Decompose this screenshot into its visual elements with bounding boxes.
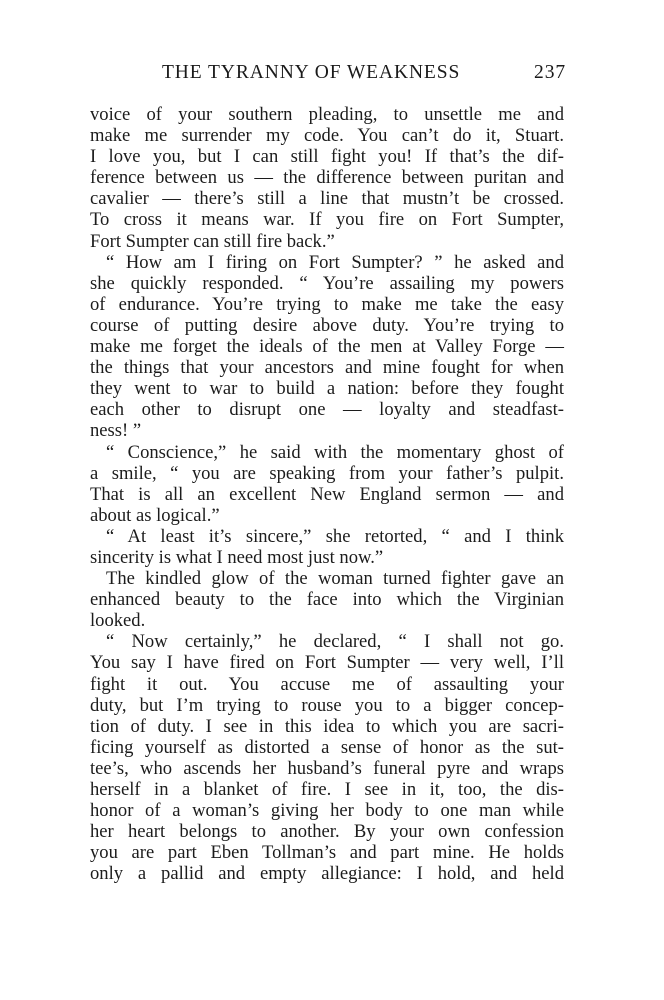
text-line: To cross it means war. If you fire on Fort Sumpter, (90, 209, 564, 231)
text-line: herself in a blanket of fire. I see in it, too, the dis- (90, 779, 564, 800)
text-line: make me surrender my code. You can’t do it, Stuart. (90, 125, 564, 147)
text-line: “ At least it’s sincere,” she retorted, “ and I think (106, 525, 564, 547)
text-line: honor of a woman’s giving her body to one man while (90, 800, 564, 822)
text-line: about as logical.” (90, 504, 220, 526)
text-line: she quickly responded. “ You’re assailing my powers (90, 272, 564, 294)
running-header (90, 62, 566, 88)
text-line: cavalier — there’s still a line that mustn’t be crossed. (90, 188, 564, 210)
text-line: “ How am I firing on Fort Sumpter? ” he asked and (106, 251, 564, 273)
text-line: duty, but I’m trying to rouse you to a bigger concep- (90, 694, 564, 716)
page-number: 237 (534, 62, 566, 83)
text-line: voice of your southern pleading, to unsettle me and (90, 104, 564, 125)
text-line: tee’s, who ascends her husband’s funeral pyre and wraps (90, 757, 564, 779)
text-line: ficing yourself as distorted a sense of honor as the sut- (90, 736, 564, 758)
text-line: only a pallid and empty allegiance: I hold, and held (90, 863, 564, 885)
text-line: I love you, but I can still fight you! If that’s the dif- (90, 146, 564, 168)
text-line: of endurance. You’re trying to make me take the easy (90, 293, 564, 315)
text-line: they went to war to build a nation: before they fought (90, 378, 564, 400)
text-line: course of putting desire above duty. You’re trying to (90, 314, 564, 336)
text-line: “ Now certainly,” he declared, “ I shall not go. (106, 631, 564, 653)
text-line: sincerity is what I need most just now.” (90, 546, 384, 568)
text-line: you are part Eben Tollman’s and part mine. He holds (90, 842, 564, 864)
text-line: That is all an excellent New England sermon — and (90, 483, 564, 505)
chapter-title: THE TYRANNY OF WEAKNESS (162, 62, 461, 83)
text-line: The kindled glow of the woman turned fighter gave an (106, 568, 564, 590)
text-line: make me forget the ideals of the men at Valley Forge — (90, 336, 564, 358)
page-body-text (90, 104, 564, 884)
text-line: ference between us — the difference between puritan and (90, 167, 564, 189)
text-line: her heart belongs to another. By your own confession (90, 821, 564, 843)
text-line: Fort Sumpter can still fire back.” (90, 230, 335, 252)
text-line: a smile, “ you are speaking from your father’s pulpit. (90, 462, 564, 484)
text-line: enhanced beauty to the face into which the Virginian (90, 589, 564, 611)
text-line: tion of duty. I see in this idea to which you are sacri- (90, 715, 564, 737)
text-line: each other to disrupt one — loyalty and steadfast- (90, 399, 564, 421)
text-line: looked. (90, 610, 146, 632)
text-line: the things that your ancestors and mine fought for when (90, 357, 564, 379)
text-line: You say I have fired on Fort Sumpter — very well, I’ll (90, 652, 564, 674)
text-line: fight it out. You accuse me of assaulting your (90, 673, 564, 695)
text-line: ness! ” (90, 420, 142, 442)
text-line: “ Conscience,” he said with the momentary ghost of (106, 441, 564, 463)
